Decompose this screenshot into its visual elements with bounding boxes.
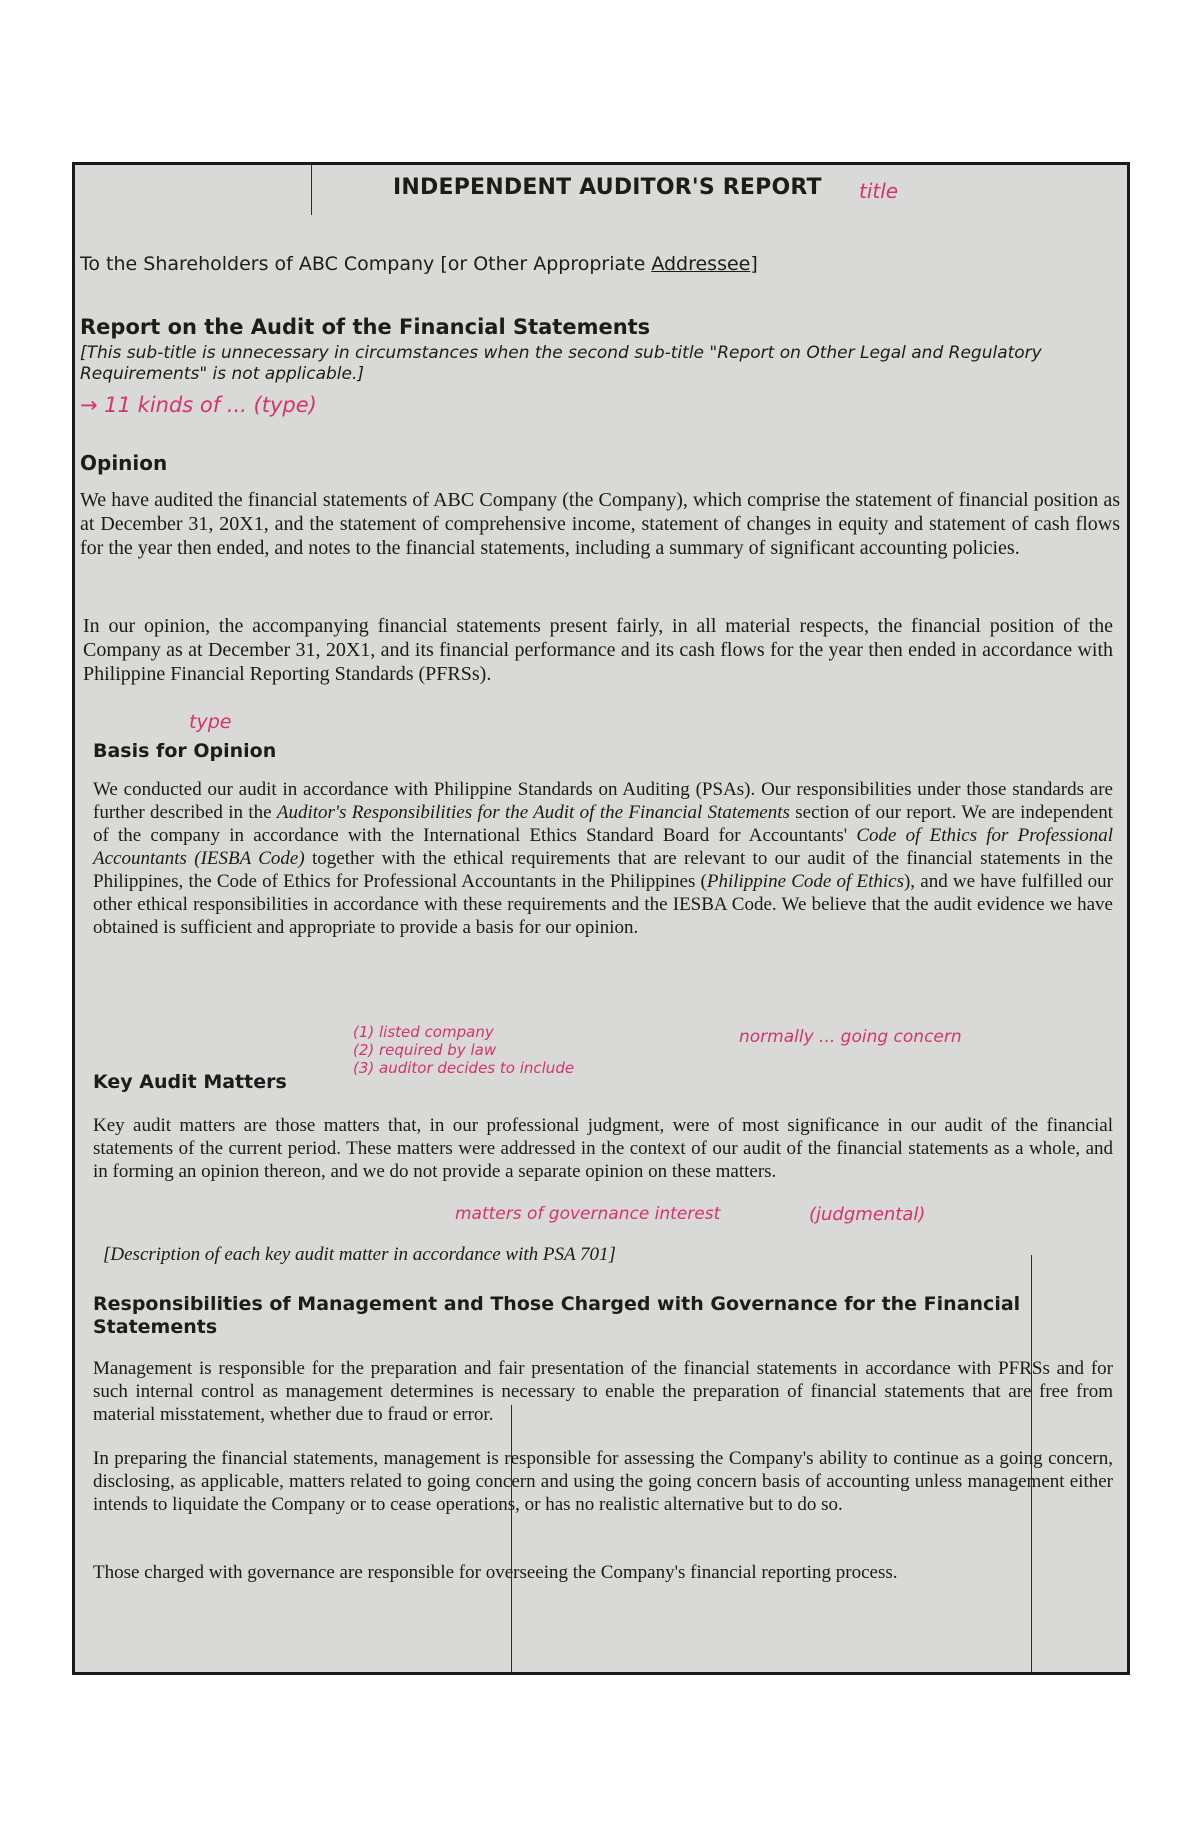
- basis-annotation: type: [189, 711, 232, 733]
- responsibilities-paragraph-2: In preparing the financial statements, management is responsible for assessing the Company's ability to continue as a going concern, disclosing, as applicable, matters related to going concern and using the going concern basis of accounting unless management either intends to liquidate the Company or to cease operations, or has no realistic alternative but to do so.: [93, 1448, 1113, 1515]
- kam-description: [Description of each key audit matter in accordance with PSA 701]: [103, 1244, 616, 1265]
- opinion-paragraph-2: In our opinion, the accompanying financial statements present fairly, in all material respects, the financial position of the Company as at December 31, 20X1, and its financial performance and its cash flows for the year then ended in accordance with Philippine Financial Reporting Standards (PFRSs).: [83, 615, 1113, 685]
- responsibilities-paragraph-3: Those charged with governance are responsible for overseeing the Company's financial reporting process.: [93, 1562, 898, 1583]
- judgmental-annotation: (judgmental): [809, 1204, 926, 1225]
- basis-heading: Basis for Opinion: [93, 740, 277, 762]
- main-heading-note: [This sub-title is unnecessary in circumstances when the second sub-title "Report on Other Legal and Regulatory Requirements" is not applicable.]: [80, 343, 1042, 384]
- kam-heading: Key Audit Matters: [93, 1071, 287, 1093]
- basis-paragraph: We conducted our audit in accordance with Philippine Standards on Auditing (PSAs). Our responsibilities under those standards are further described in the Auditor's Responsibilities for the Audit of the Financial Statements section of our report. We are independent of the company in accordance with the International Ethics Standard Board for Accountants' Code of Ethics for Professional Accountants (IESBA Code) together with the ethical requirements that are relevant to our audit of the financial statements in the Philippines, the Code of Ethics for Professional Accountants in the Philippines (Philippine Code of Ethics), and we have fulfilled our other ethical responsibilities in accordance with these requirements and the IESBA Code. We believe that the audit evidence we have obtained is sufficient and appropriate to provide a basis for our opinion.: [93, 779, 1114, 938]
- scan-line: [311, 165, 312, 215]
- addressee: To the Shareholders of ABC Company [or Other Appropriate Addressee]: [80, 253, 758, 275]
- scanned-page: [72, 162, 1130, 1675]
- responsibilities-heading: Responsibilities of Management and Those Charged with Governance for the Financial Statements: [93, 1293, 1021, 1338]
- responsibilities-paragraph-1: Management is responsible for the preparation and fair presentation of the financial statements in accordance with PFRSs and for such internal control as management determines is necessary to enable the preparation of financial statements that are free from material misstatement, whether due to fraud or error.: [93, 1358, 1113, 1425]
- opinion-paragraph-1: We have audited the financial statements of ABC Company (the Company), which comprise the statement of financial position as at December 31, 20X1, and the statement of comprehensive income, statement of changes in equity and statement of cash flows for the year then ended, and notes to the financial statements, including a summary of significant accounting policies.: [80, 489, 1120, 559]
- opinion-heading: Opinion: [80, 451, 168, 475]
- report-title: INDEPENDENT AUDITOR'S REPORT: [393, 175, 822, 200]
- main-heading: Report on the Audit of the Financial Statements: [80, 315, 651, 339]
- governance-interest-annotation: matters of governance interest: [455, 1204, 721, 1224]
- going-concern-annotation: normally ... going concern: [739, 1027, 962, 1047]
- scan-line: [511, 1405, 512, 1675]
- kam-paragraph: Key audit matters are those matters that, in our professional judgment, were of most significance in our audit of the financial statements of the current period. These matters were addressed in the context of our audit of the financial statements as a whole, and in forming an opinion thereon, and we do not provide a separate opinion on these matters.: [93, 1115, 1113, 1182]
- opinion-annotation: → 11 kinds of ... (type): [80, 393, 317, 417]
- kam-conditions-annotation: (1) listed company (2) required by law (3) auditor decides to include: [353, 1023, 575, 1077]
- title-annotation: title: [859, 179, 899, 203]
